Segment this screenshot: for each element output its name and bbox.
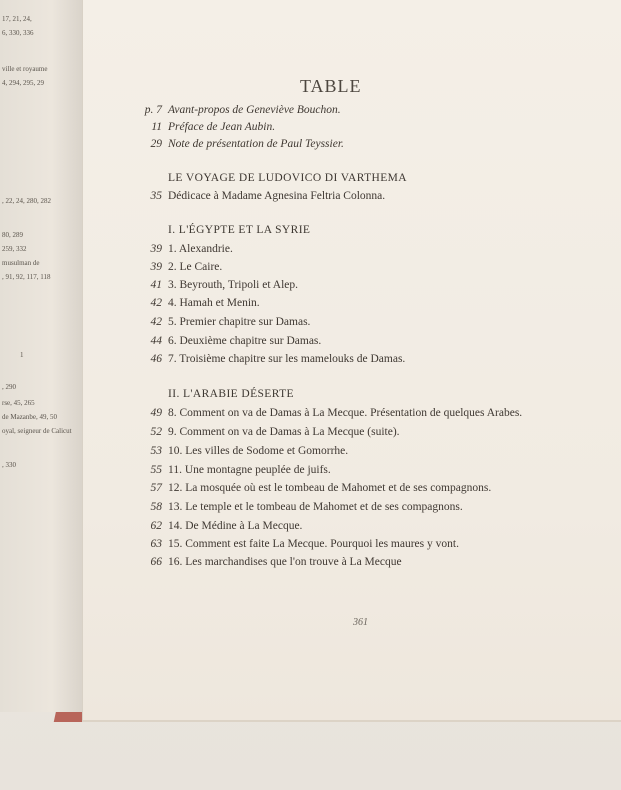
left-index-fragment: 259, 332 <box>2 245 27 253</box>
page-number: 52 <box>150 426 162 438</box>
entry-title: 7. Troisième chapitre sur les mamelouks de Damas. <box>168 353 406 365</box>
page-number: 57 <box>150 482 162 494</box>
entry-title: Dédicace à Madame Agnesina Feltria Colonna. <box>168 190 386 202</box>
page-number: 46 <box>150 353 162 365</box>
toc-entry <box>138 138 344 150</box>
page-number: 55 <box>150 464 162 476</box>
left-index-fragment: oyal, seigneur de Calicut <box>2 427 72 435</box>
page-number: 41 <box>150 279 162 291</box>
toc-entry <box>138 121 275 133</box>
toc-entry <box>138 190 385 202</box>
left-index-fragment: , 330 <box>2 461 16 469</box>
entry-title: 5. Premier chapitre sur Damas. <box>168 316 311 328</box>
toc-entry <box>138 464 331 476</box>
part-title: LE VOYAGE DE LUDOVICO DI VARTHEMA <box>168 172 407 184</box>
toc-entry <box>138 482 491 494</box>
entry-title: 11. Une montagne peuplée de juifs. <box>168 464 331 476</box>
entry-title: 15. Comment est faite La Mecque. Pourquoi les maures y vont. <box>168 538 459 550</box>
entry-title: 1. Alexandrie. <box>168 243 233 255</box>
entry-title: Note de présentation de Paul Teyssier. <box>168 138 344 150</box>
left-index-fragment: , 91, 92, 117, 118 <box>2 273 51 281</box>
entry-title: 3. Beyrouth, Tripoli et Alep. <box>168 279 299 291</box>
toc-entry <box>138 556 402 568</box>
entry-title: Préface de Jean Aubin. <box>168 121 276 133</box>
toc-entry <box>138 407 522 419</box>
toc-entry <box>138 297 260 309</box>
left-index-fragment: de Mazanbe, 49, 50 <box>2 413 58 421</box>
left-index-fragment: 6, 330, 336 <box>2 29 34 37</box>
page-number: p. 7 <box>144 104 162 116</box>
left-index-fragment: 17, 21, 24, <box>2 15 32 23</box>
entry-title: 2. Le Caire. <box>168 261 223 273</box>
left-index-fragment: musulman de <box>2 259 40 267</box>
left-index-fragment: ville et royaume <box>2 65 48 73</box>
page-number: 63 <box>150 538 162 550</box>
left-index-fragment: 80, 289 <box>2 231 23 239</box>
section-title: I. L'ÉGYPTE ET LA SYRIE <box>168 224 311 236</box>
page-number: 42 <box>150 297 162 309</box>
entry-title: 8. Comment on va de Damas à La Mecque. Présentation de quelques Arabes. <box>168 407 523 419</box>
section-title: II. L'ARABIE DÉSERTE <box>168 388 294 400</box>
left-index-fragment: 4, 294, 295, 29 <box>2 79 44 87</box>
page-number: 11 <box>151 121 162 133</box>
page-number: 35 <box>150 190 162 202</box>
entry-title: 6. Deuxième chapitre sur Damas. <box>168 335 322 347</box>
page-number: 29 <box>150 138 162 150</box>
toc-entry <box>138 261 222 273</box>
entry-title: Avant-propos de Geneviève Bouchon. <box>168 104 341 116</box>
toc-entry <box>138 501 463 513</box>
toc-entry <box>138 104 341 116</box>
toc-entry <box>138 520 302 532</box>
page-number: 42 <box>150 316 162 328</box>
page-number: 39 <box>150 261 162 273</box>
left-index-fragment: , 22, 24, 280, 282 <box>2 197 51 205</box>
entry-title: 14. De Médine à La Mecque. <box>168 520 303 532</box>
entry-title: 4. Hamah et Menin. <box>168 297 260 309</box>
entry-title: 10. Les villes de Sodome et Gomorrhe. <box>168 445 349 457</box>
left-page <box>0 0 87 712</box>
page-number: 39 <box>150 243 162 255</box>
page-number: 58 <box>150 501 162 513</box>
toc-entry <box>138 243 233 255</box>
page-number: 62 <box>150 520 162 532</box>
entry-title: 13. Le temple et le tombeau de Mahomet et de ses compagnons. <box>168 501 463 513</box>
left-index-fragment: rse, 45, 265 <box>2 399 35 407</box>
page-folio: 361 <box>353 617 368 628</box>
toc-entry <box>138 445 348 457</box>
left-index-fragment: 1 <box>20 351 24 359</box>
page-number: 53 <box>150 445 162 457</box>
toc-entry <box>138 353 405 365</box>
page-title: TABLE <box>300 76 362 96</box>
toc-entry <box>138 335 321 347</box>
entry-title: 9. Comment on va de Damas à La Mecque (suite). <box>168 426 400 438</box>
page-number: 49 <box>150 407 162 419</box>
toc-entry <box>138 426 400 438</box>
entry-title: 16. Les marchandises que l'on trouve à La Mecque <box>168 556 402 568</box>
entry-title: 12. La mosquée où est le tombeau de Mahomet et de ses compagnons. <box>168 482 492 494</box>
toc-entry <box>138 279 298 291</box>
page-number: 44 <box>150 335 162 347</box>
page-number: 66 <box>150 556 162 568</box>
toc-entry <box>138 316 310 328</box>
toc-entry <box>138 538 459 550</box>
left-index-fragment: , 290 <box>2 383 16 391</box>
